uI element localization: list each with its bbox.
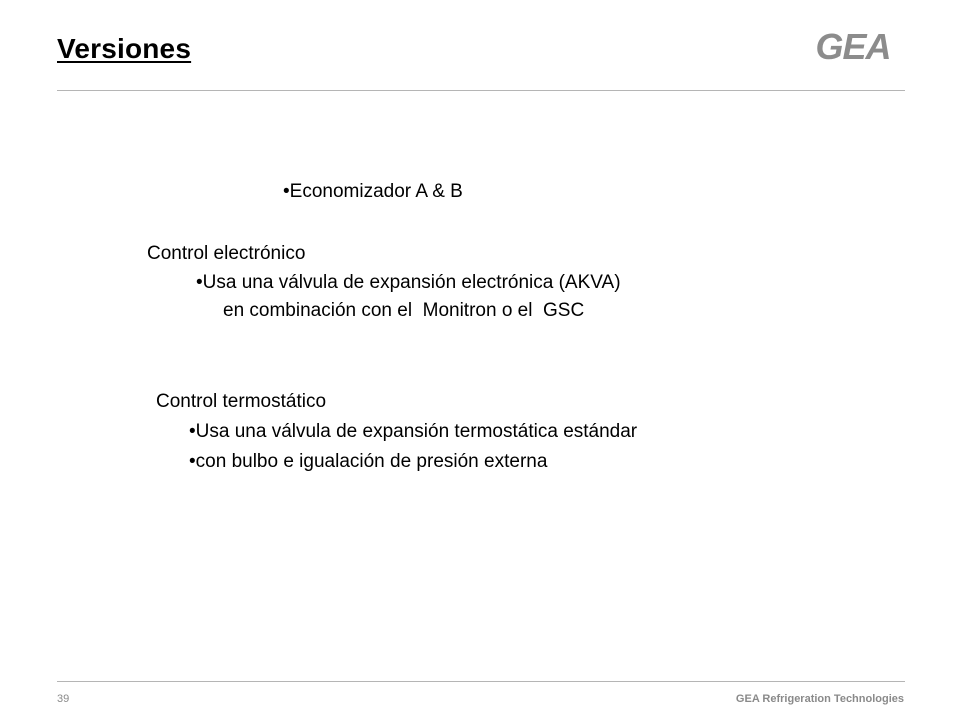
thermostatic-control-bullet-1: •Usa una válvula de expansión termostática estándar (189, 421, 638, 442)
electronic-control-bullet: •Usa una válvula de expansión electrónica (AKVA) (196, 272, 621, 293)
electronic-control-heading: Control electrónico (147, 243, 306, 264)
page-number: 39 (57, 693, 70, 705)
economizer-bullet: •Economizador A & B (283, 181, 463, 202)
top-divider (57, 90, 905, 91)
thermostatic-control-bullet-2: •con bulbo e igualación de presión externa (189, 451, 548, 472)
company-name: GEA Refrigeration Technologies (735, 693, 904, 705)
bottom-divider (57, 681, 905, 682)
logo-text: GEA (815, 28, 891, 66)
gea-logo (802, 28, 904, 66)
page-title: Versiones (57, 33, 192, 64)
electronic-control-continuation: en combinación con el Monitron o el GSC (223, 300, 585, 321)
thermostatic-control-heading: Control termostático (156, 391, 327, 412)
